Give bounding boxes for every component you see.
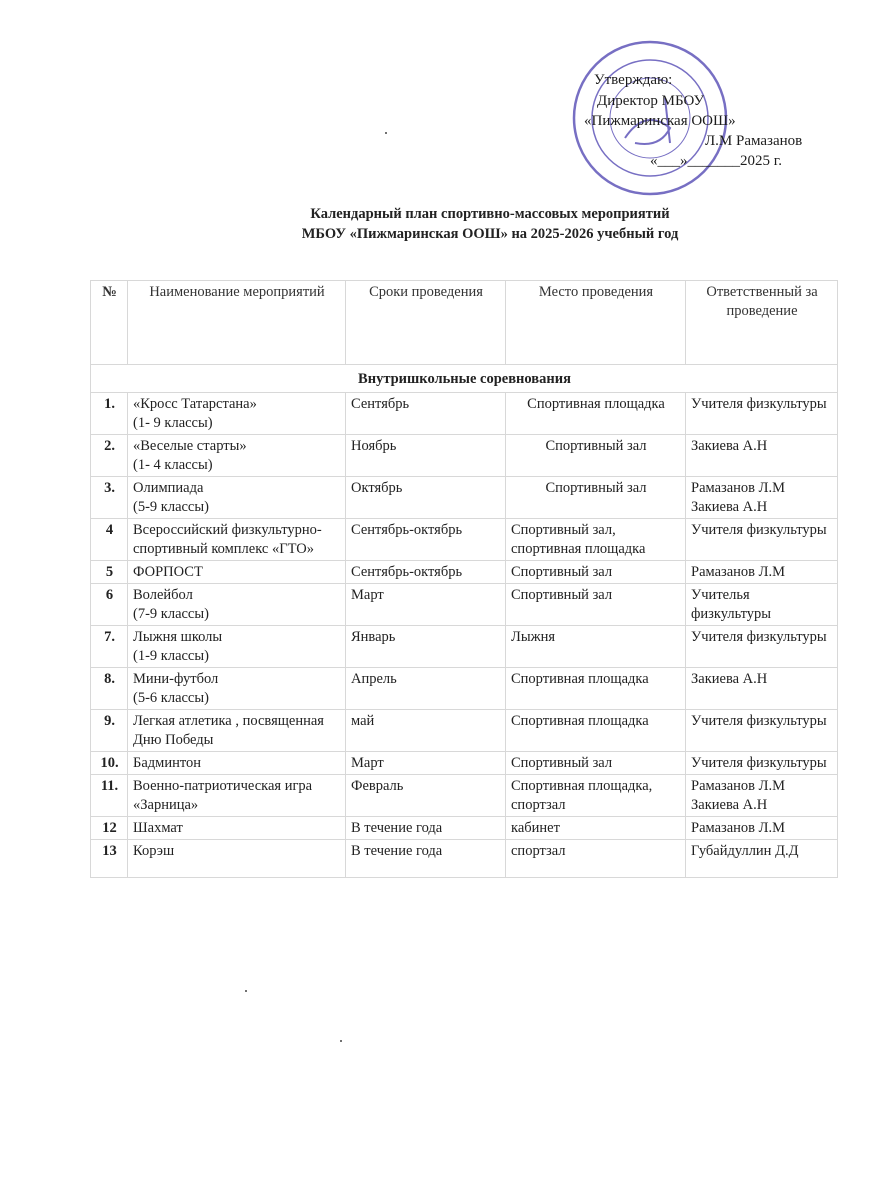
row-number: 12 <box>91 817 128 840</box>
event-responsible: Учителья физкультуры <box>686 584 838 626</box>
event-date: Январь <box>346 626 506 668</box>
table-row <box>91 393 838 435</box>
table-row <box>91 626 838 668</box>
event-responsible: Губайдуллин Д.Д <box>686 840 838 878</box>
event-date: Сентябрь-октябрь <box>346 561 506 584</box>
event-name: Военно-патриотическая игра «Зарница» <box>128 775 346 817</box>
event-responsible: Учителя физкультуры <box>686 752 838 775</box>
event-date: май <box>346 710 506 752</box>
table-row <box>91 519 838 561</box>
table-row <box>91 752 838 775</box>
header-place: Место проведения <box>506 281 686 365</box>
event-date: Октябрь <box>346 477 506 519</box>
scan-speck <box>340 1040 342 1042</box>
table-row <box>91 561 838 584</box>
event-name: Волейбол (7-9 классы) <box>128 584 346 626</box>
section-row <box>91 365 838 393</box>
event-responsible: Закиева А.Н <box>686 435 838 477</box>
table-row <box>91 775 838 817</box>
event-place: кабинет <box>506 817 686 840</box>
table-row <box>91 840 838 878</box>
event-place: Спортивный зал, спортивная площадка <box>506 519 686 561</box>
event-name: Шахмат <box>128 817 346 840</box>
approval-line-4: Л.М Рамазанов <box>705 133 803 149</box>
row-number: 9. <box>91 710 128 752</box>
row-number: 3. <box>91 477 128 519</box>
title-line-2: МБОУ «Пижмаринская ООШ» на 2025-2026 учебный год <box>301 226 679 242</box>
event-place: Спортивный зал <box>506 561 686 584</box>
event-place: Спортивный зал <box>506 435 686 477</box>
table-row <box>91 817 838 840</box>
event-date: Февраль <box>346 775 506 817</box>
row-number: 8. <box>91 668 128 710</box>
row-number: 1. <box>91 393 128 435</box>
event-name: Всероссийский физкультурно-спортивный комплекс «ГТО» <box>128 519 346 561</box>
event-place: Спортивная площадка <box>506 668 686 710</box>
title-line-1: Календарный план спортивно-массовых мероприятий <box>310 206 670 222</box>
event-date: Март <box>346 584 506 626</box>
header-date: Сроки проведения <box>346 281 506 365</box>
event-responsible: Рамазанов Л.М <box>686 817 838 840</box>
event-name: «Веселые старты» (1- 4 классы) <box>128 435 346 477</box>
event-place: Спортивная площадка, спортзал <box>506 775 686 817</box>
event-date: Сентябрь-октябрь <box>346 519 506 561</box>
event-responsible: Учителя физкультуры <box>686 626 838 668</box>
event-date: Март <box>346 752 506 775</box>
table-header-row <box>91 281 838 365</box>
event-responsible: Рамазанов Л.М Закиева А.Н <box>686 477 838 519</box>
event-name: Олимпиада (5-9 классы) <box>128 477 346 519</box>
row-number: 4 <box>91 519 128 561</box>
row-number: 13 <box>91 840 128 878</box>
event-date: В течение года <box>346 817 506 840</box>
event-name: Лыжня школы (1-9 классы) <box>128 626 346 668</box>
event-responsible: Рамазанов Л.М <box>686 561 838 584</box>
event-name: Бадминтон <box>128 752 346 775</box>
scan-speck <box>245 990 247 992</box>
event-responsible: Рамазанов Л.М Закиева А.Н <box>686 775 838 817</box>
event-date: Апрель <box>346 668 506 710</box>
table-row <box>91 435 838 477</box>
table-row <box>91 584 838 626</box>
event-name: «Кросс Татарстана» (1- 9 классы) <box>128 393 346 435</box>
document-title <box>0 204 872 244</box>
header-name: Наименование мероприятий <box>128 281 346 365</box>
row-number: 10. <box>91 752 128 775</box>
approval-line-1: Утверждаю: <box>594 72 673 88</box>
header-responsible: Ответственный за проведение <box>686 281 838 365</box>
table-row <box>91 477 838 519</box>
header-num: № <box>91 281 128 365</box>
table-row <box>91 710 838 752</box>
event-place: Лыжня <box>506 626 686 668</box>
event-place: Спортивный зал <box>506 752 686 775</box>
scan-speck <box>385 132 387 134</box>
event-responsible: Закиева А.Н <box>686 668 838 710</box>
table-row <box>91 668 838 710</box>
event-responsible: Учителя физкультуры <box>686 519 838 561</box>
events-table <box>90 280 838 878</box>
event-place: Спортивный зал <box>506 477 686 519</box>
event-date: Сентябрь <box>346 393 506 435</box>
event-name: ФОРПОСТ <box>128 561 346 584</box>
row-number: 11. <box>91 775 128 817</box>
event-responsible: Учителя физкультуры <box>686 393 838 435</box>
event-place: Спортивная площадка <box>506 393 686 435</box>
approval-line-5: «___»_______2025 г. <box>650 153 782 169</box>
event-date: В течение года <box>346 840 506 878</box>
approval-line-3: «Пижмаринская ООШ» <box>584 113 736 129</box>
event-responsible: Учителя физкультуры <box>686 710 838 752</box>
event-place: Спортивный зал <box>506 584 686 626</box>
event-name: Мини-футбол (5-6 классы) <box>128 668 346 710</box>
section-title: Внутришкольные соревнования <box>91 365 838 393</box>
event-name: Корэш <box>128 840 346 878</box>
event-name: Легкая атлетика , посвященная Дню Победы <box>128 710 346 752</box>
row-number: 6 <box>91 584 128 626</box>
row-number: 5 <box>91 561 128 584</box>
event-date: Ноябрь <box>346 435 506 477</box>
row-number: 2. <box>91 435 128 477</box>
event-place: Спортивная площадка <box>506 710 686 752</box>
row-number: 7. <box>91 626 128 668</box>
event-place: спортзал <box>506 840 686 878</box>
approval-line-2: Директор МБОУ <box>597 93 705 109</box>
